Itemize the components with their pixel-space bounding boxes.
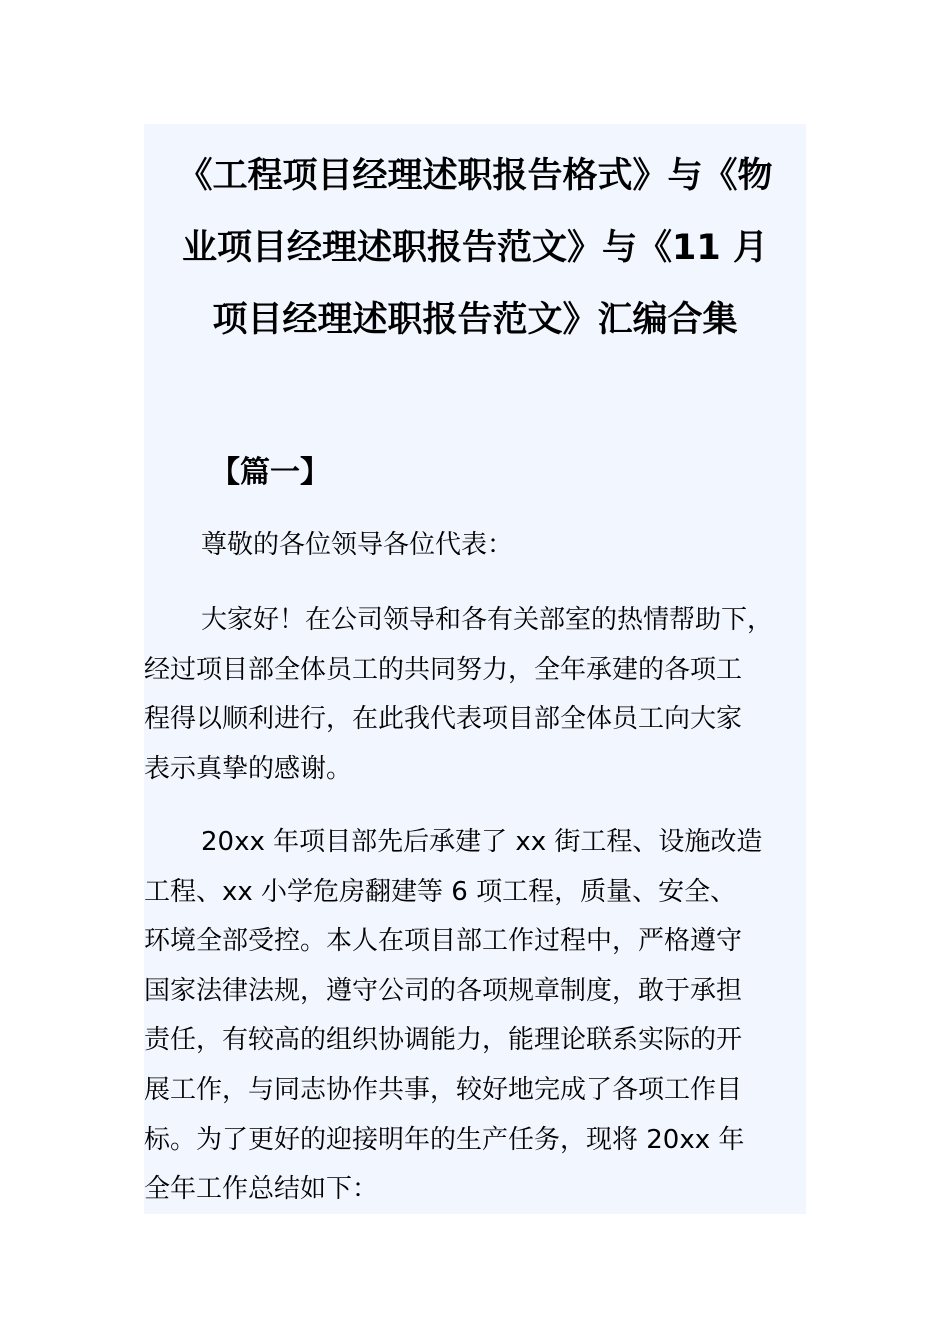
paragraph-line: 大家好！在公司领导和各有关部室的热情帮助下， <box>201 605 774 635</box>
document-title <box>152 140 798 356</box>
paragraph-line: 展工作，与同志协作共事，较好地完成了各项工作目 <box>144 1074 743 1105</box>
paragraph-line: 经过项目部全体员工的共同努力，全年承建的各项工 <box>144 654 743 685</box>
title-line: 《工程项目经理述职报告格式》与《物 <box>177 156 773 196</box>
paragraph-line: 全年工作总结如下： <box>144 1174 379 1205</box>
paragraph-line: 责任，有较高的组织协调能力，能理论联系实际的开 <box>144 1025 743 1056</box>
salutation-paragraph <box>144 521 806 571</box>
paragraph-line: 标。为了更好的迎接明年的生产任务，现将 20xx 年 <box>144 1124 745 1155</box>
paragraph-line: 国家法律法规，遵守公司的各项规章制度，敢于承担 <box>144 975 743 1006</box>
paragraph-line: 表示真挚的感谢。 <box>144 753 353 784</box>
paragraph-line: 20xx 年项目部先后承建了 xx 街工程、设施改造 <box>201 827 763 857</box>
paragraph-line: 程得以顺利进行，在此我代表项目部全体员工向大家 <box>144 704 743 735</box>
paragraph-line: 工程、xx 小学危房翻建等 6 项工程，质量、安全、 <box>144 876 737 907</box>
paragraph-line: 环境全部受控。本人在项目部工作过程中，严格遵守 <box>144 926 743 957</box>
greeting-paragraph <box>144 596 806 794</box>
summary-paragraph <box>144 818 806 1215</box>
title-line: 项目经理述职报告范文》汇编合集 <box>212 300 738 340</box>
title-line: 业项目经理述职报告范文》与《11 月 <box>182 228 768 268</box>
paragraph-line: 尊敬的各位领导各位代表： <box>201 530 514 560</box>
section-heading: 【篇一】 <box>210 455 330 490</box>
